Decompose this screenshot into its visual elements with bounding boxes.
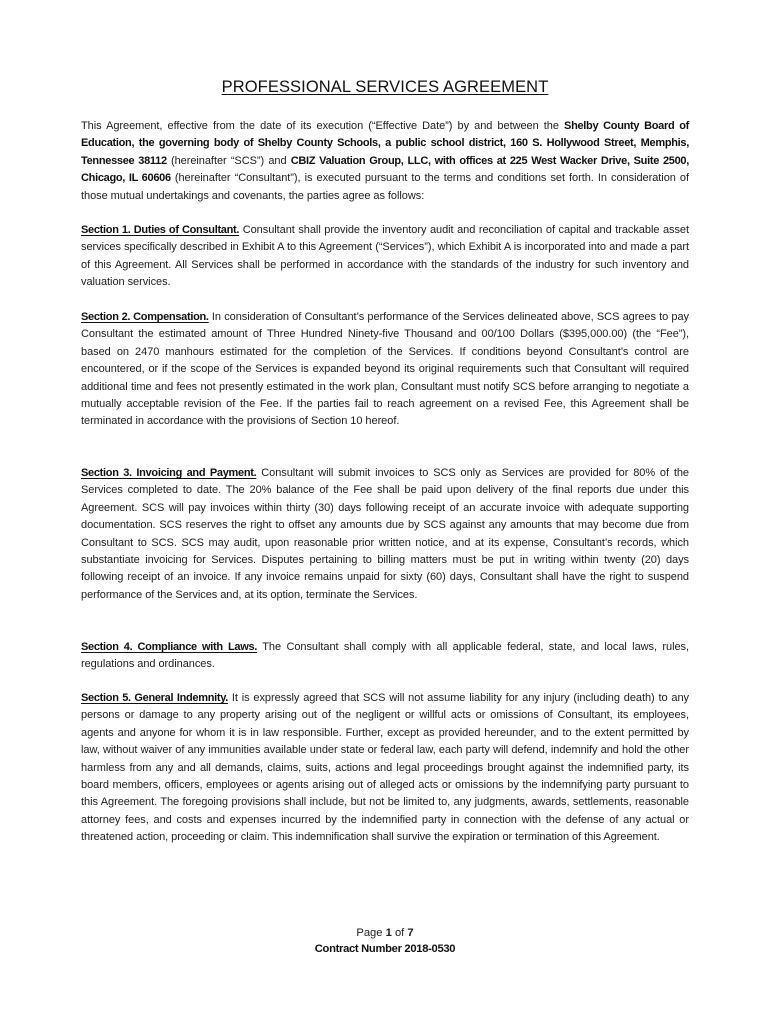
section-3-text: Consultant will submit invoices to SCS only as Services are provided for 80% of the Services completed to date. The 20% balance of the Fee shall be paid upon delivery of the final reports due under this Agreement. SCS will pay invoices within thirty (30) days following receipt of an accurate invoice with adequate supporting documentation. SCS reserves the right to offset any amounts due by SCS against any amounts that may become due from Consultant to SCS. SCS may audit, upon reasonable prior written notice, and at its expense, Consultant’s records, which substantiate invoicing for Services. Disputes pertaining to billing matters must be put in writing within twenty (20) days following receipt of an invoice. If any invoice remains unpaid for sixty (60) days, Consultant shall have the right to suspend performance of the Services and, at its option, terminate the Services. (81, 467, 689, 601)
intro-party-scs: Shelby County Board of Education, the governing body of Shelby County Schools, a public school district, 160 S. Hollywood Street, Memphis, Tennessee 38112 (81, 120, 689, 167)
section-4-paragraph (81, 639, 689, 674)
section-5-heading: Section 5. General Indemnity. (81, 692, 229, 704)
section-4-heading: Section 4. Compliance with Laws. (81, 641, 258, 653)
section-5-text: It is expressly agreed that SCS will not assume liability for any injury (including death) to any persons or damage to any property arising out of the negligent or willful acts or omissions of Consultant, its employees, agents and anyone for whom it is in law responsible. Further, except as provided hereunder, and to the extent permitted by law, without waiver of any immunities available under state or federal law, each party will defend, indemnify and hold the other harmless from any and all demands, claims, suits, actions and legal proceedings brought against the indemnified party, its board members, officers, employees or agents arising out of alleged acts or omissions by the indemnifying party pursuant to this Agreement. The foregoing provisions shall include, but not be limited to, any judgments, awards, settlements, reasonable attorney fees, and costs and expenses incurred by the indemnified party in connection with the defense of any actual or threatened action, proceeding or claim. This indemnification shall survive the expiration or termination of this Agreement. (81, 692, 689, 844)
page-current: 1 (385, 927, 392, 939)
page-number (0, 927, 770, 939)
document-title: PROFESSIONAL SERVICES AGREEMENT (221, 78, 549, 96)
section-1-paragraph (81, 222, 689, 292)
intro-text-2: (hereinafter “SCS”) and (166, 154, 291, 167)
page-total: 7 (407, 927, 414, 939)
section-3-heading: Section 3. Invoicing and Payment. (81, 467, 257, 479)
section-2-paragraph (81, 309, 689, 431)
contract-number: Contract Number 2018-0530 (314, 943, 456, 955)
section-2-text: In consideration of Consultant’s performance of the Services delineated above, SCS agrees to pay Consultant the estimated amount of Three Hundred Ninety-five Thousand and 00/100 Dollars ($395,000.00) (the “Fee”), based on 2470 manhours estimated for the completion of the Services. If conditions beyond Consultant’s control are encountered, or if the scope of the Services is expanded beyond its original requirements such that Consultant will required additional time and fees not presently estimated in the work plan, Consultant must notify SCS before arranging to negotiate a mutually acceptable revision of the Fee. If the parties fail to reach agreement on a revised Fee, this Agreement shall be terminated in accordance with the provisions of Section 10 hereof. (81, 311, 689, 428)
section-4-text: The Consultant shall comply with all applicable federal, state, and local laws, rules, regulations and ordinances. (81, 641, 689, 671)
page-word: Page (356, 927, 386, 939)
intro-text-1: This Agreement, effective from the date of its execution (“Effective Date”) by and between the (81, 120, 565, 132)
section-2-heading: Section 2. Compensation. (81, 311, 209, 323)
intro-party-consultant: CBIZ Valuation Group, LLC, with offices at 225 West Wacker Drive, Suite 2500, Chicago, IL 60606 (81, 154, 690, 185)
intro-text-3: (hereinafter “Consultant”), is executed pursuant to the terms and conditions set forth. In consideration of those mutual undertakings and covenants, the parties agree as follows: (81, 172, 689, 202)
section-1-text: Consultant shall provide the inventory audit and reconciliation of capital and trackable asset services specifically described in Exhibit A to this Agreement (“Services”), which Exhibit A is incorporated into and made a part of this Agreement. All Services shall be performed in accordance with the standards of the industry for such inventory and valuation services. (81, 224, 689, 289)
section-5-paragraph (81, 690, 689, 847)
section-3-paragraph (81, 465, 689, 604)
intro-paragraph (81, 118, 689, 205)
section-1-heading: Section 1. Duties of Consultant. (81, 224, 240, 236)
page-of-word: of (391, 927, 408, 939)
